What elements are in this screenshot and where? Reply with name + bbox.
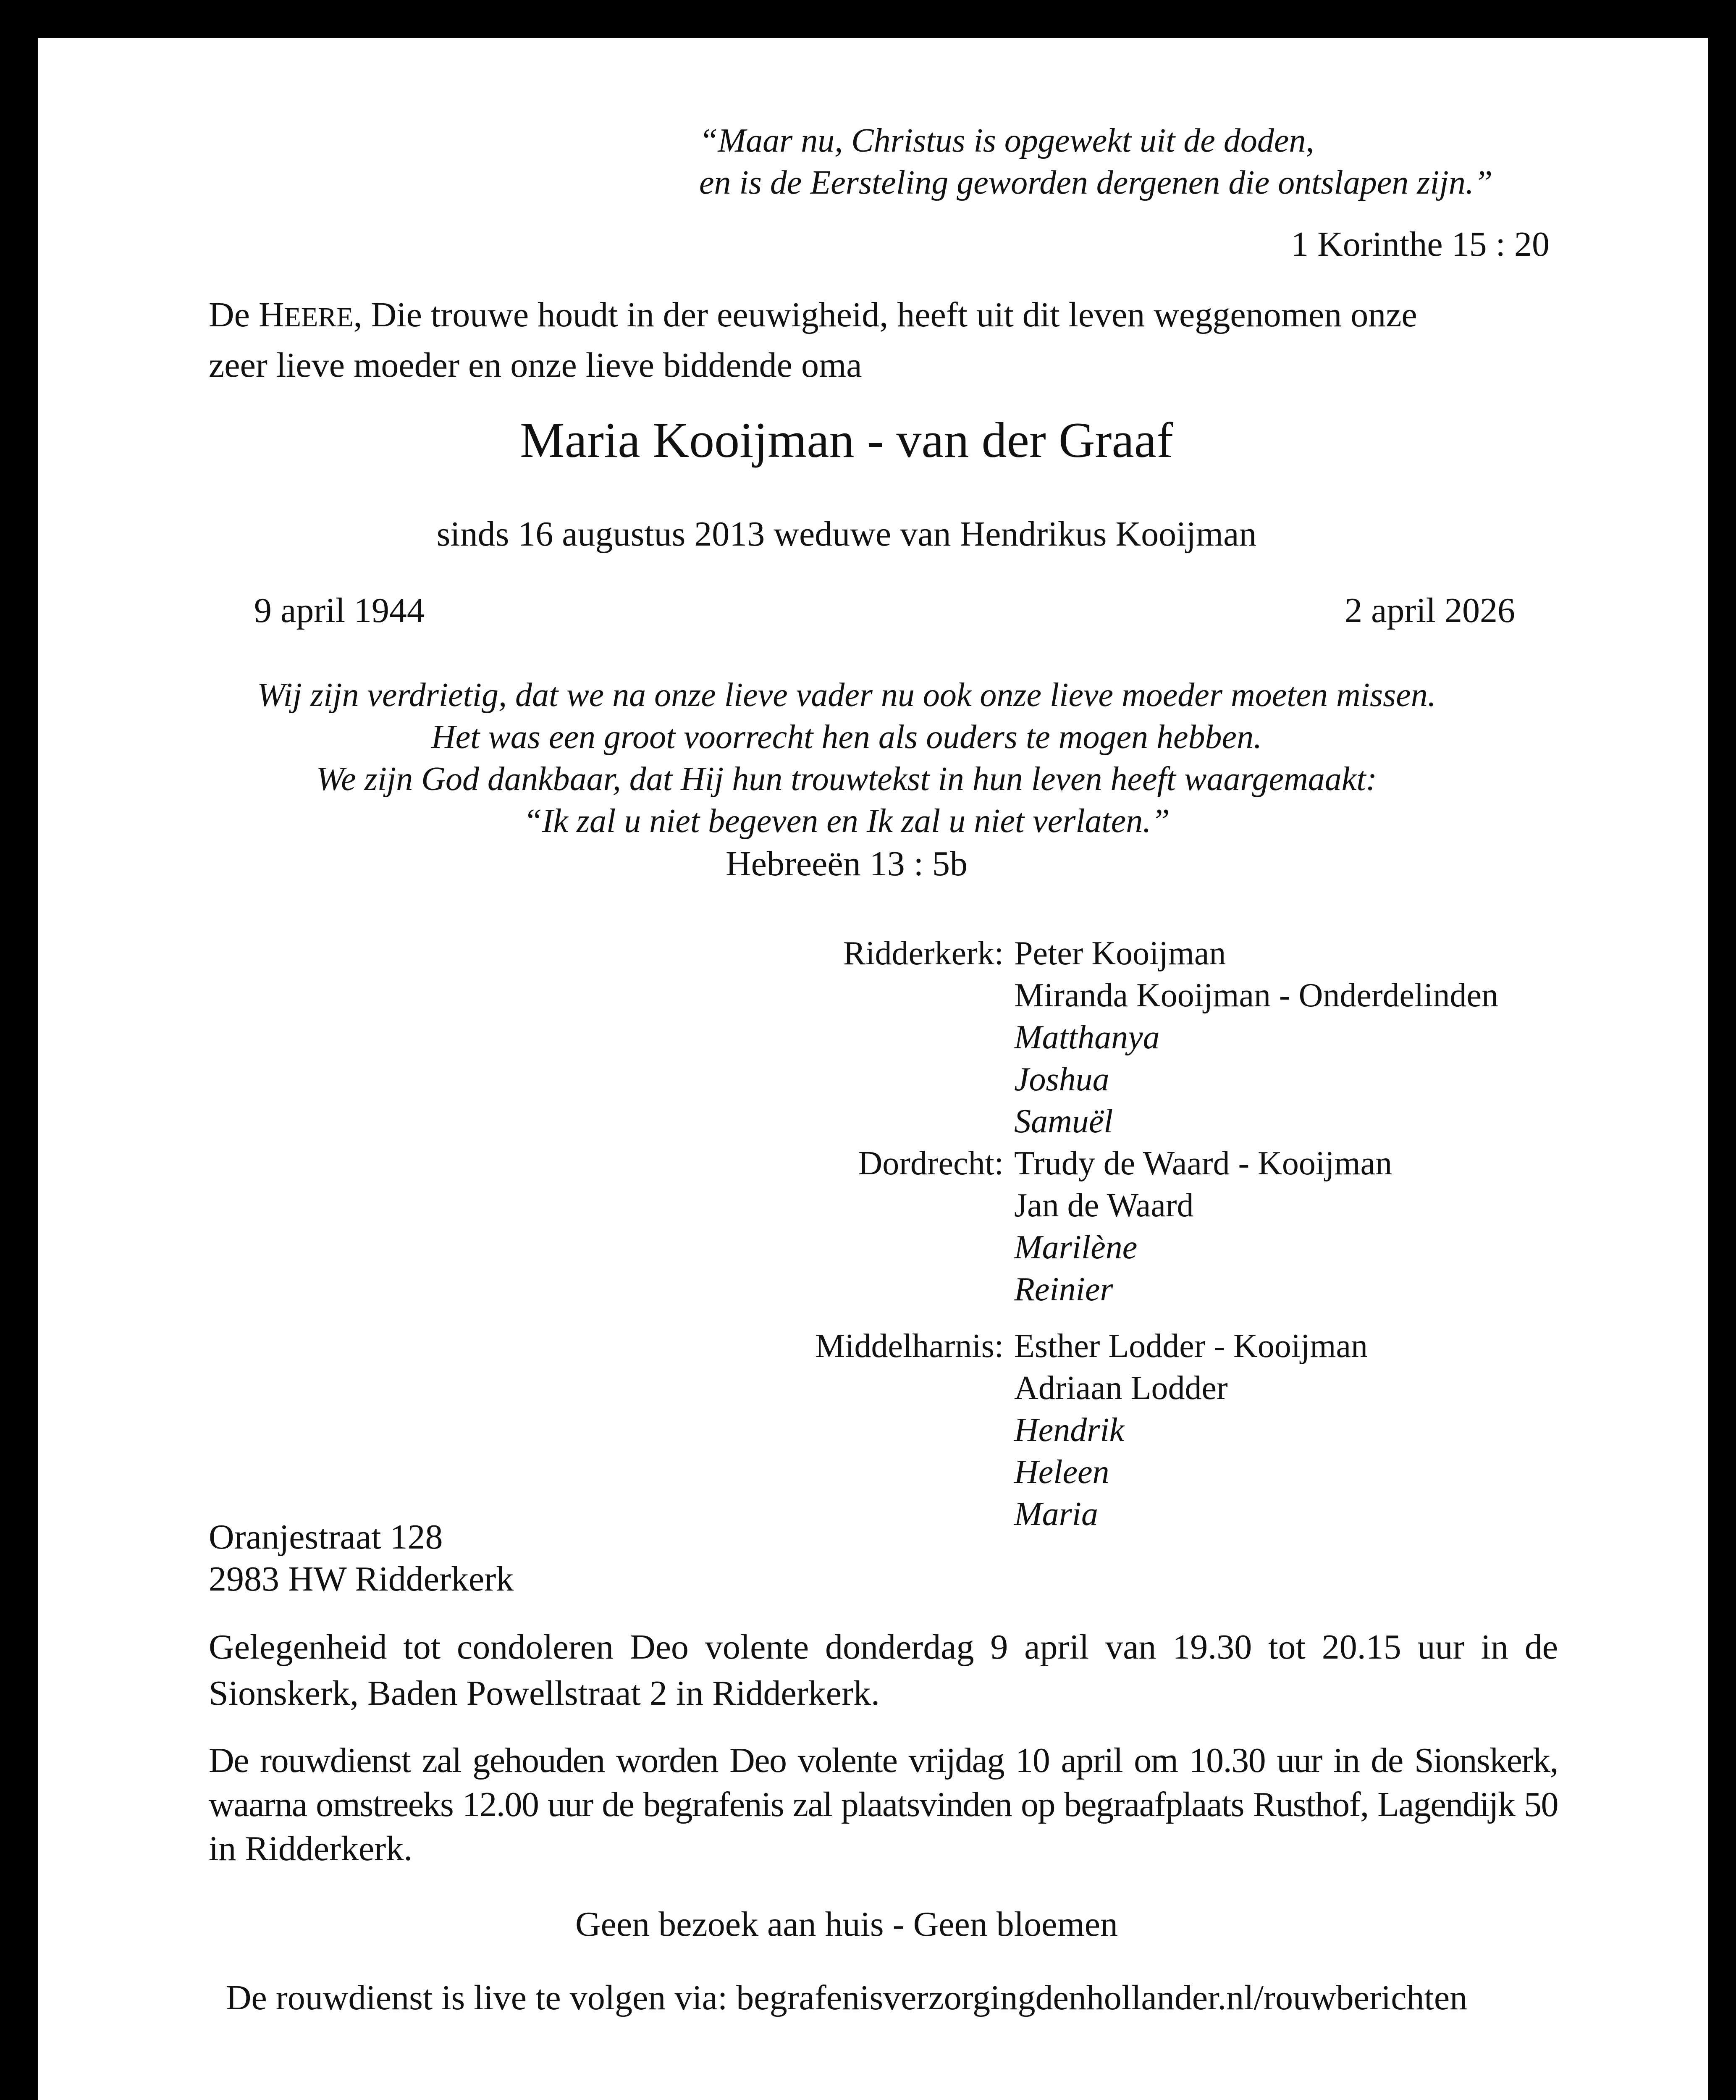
verse-middle-line-3: We zijn God dankbaar, dat Hij hun trouwtekst in hun leven heeft waargemaakt:: [316, 761, 1377, 798]
family-member: Peter Kooijman: [1014, 935, 1226, 972]
service-line-2: waarna omstreeks 12.00 uur de begrafenis zal plaatsvinden op begraafplaats Rusthof, Lagendijk 50: [209, 1785, 1558, 1824]
deceased-name: Maria Kooijman - van der Graaf: [519, 412, 1173, 468]
heere-small-caps: EERE: [284, 302, 354, 333]
grandchild: Matthanya: [1014, 1019, 1160, 1056]
grandchild: Heleen: [1014, 1454, 1109, 1491]
grandchild: Samuël: [1014, 1103, 1113, 1140]
grandchild: Joshua: [1014, 1061, 1109, 1098]
family-members: [1014, 932, 1498, 1142]
verse-middle-line-1: Wij zijn verdrietig, dat we na onze lieve vader nu ook onze lieve moeder moeten missen.: [257, 677, 1436, 714]
family-member: Jan de Waard: [1014, 1187, 1194, 1224]
verse-middle-reference: Hebreeën 13 : 5b: [725, 844, 968, 883]
family-place: Ridderkerk:: [843, 935, 1004, 972]
address-city: 2983 HW Ridderkerk: [209, 1559, 514, 1599]
condolence-line-2: Sionskerk, Baden Powellstraat 2 in Ridderkerk.: [209, 1674, 880, 1713]
verse-middle-line-4: “Ik zal u niet begeven en Ik zal u niet verlaten.”: [523, 803, 1170, 840]
family-member: Esther Lodder - Kooijman: [1014, 1328, 1368, 1365]
grandchild: Maria: [1014, 1496, 1098, 1533]
grandchild: Marilène: [1014, 1229, 1138, 1266]
intro-line-2: zeer lieve moeder en onze lieve biddende oma: [209, 346, 862, 385]
service-line-1: De rouwdienst zal gehouden worden Deo volente vrijdag 10 april om 10.30 uur in de Sionskerk,: [209, 1741, 1558, 1780]
grandchild: Reinier: [1014, 1271, 1113, 1308]
family-place: Dordrecht:: [858, 1145, 1004, 1182]
grandchild: Hendrik: [1014, 1412, 1125, 1449]
verse-middle-line-2: Het was een groot voorrecht hen als ouders te mogen hebben.: [431, 719, 1262, 756]
family-member: Miranda Kooijman - Onderdelinden: [1014, 977, 1499, 1014]
family-member: Trudy de Waard - Kooijman: [1014, 1145, 1392, 1182]
intro-line-1: [209, 293, 1417, 339]
intro-part-1: De: [209, 295, 259, 334]
verse-top-line-1: “Maar nu, Christus is opgewekt uit de doden,: [699, 122, 1314, 159]
service-line-3: in Ridderkerk.: [209, 1829, 413, 1868]
verse-top-line-2: en is de Eersteling geworden dergenen die ontslapen zijn.”: [699, 164, 1493, 201]
livestream-info: De rouwdienst is live te volgen via: begrafenisverzorgingdenhollander.nl/rouwberichten: [226, 1978, 1468, 2017]
widow-line: sinds 16 augustus 2013 weduwe van Hendrikus Kooijman: [436, 514, 1257, 554]
no-visits-notice: Geen bezoek aan huis - Geen bloemen: [575, 1905, 1118, 1944]
condolence-line-1: Gelegenheid tot condoleren Deo volente donderdag 9 april van 19.30 tot 20.15 uur in de: [209, 1628, 1558, 1667]
family-place: Middelharnis:: [815, 1328, 1004, 1365]
obituary-card: [38, 38, 1708, 2100]
family-member: Adriaan Lodder: [1014, 1370, 1228, 1407]
heere-initial: H: [258, 295, 284, 334]
family-members: [1014, 1325, 1368, 1535]
verse-top-reference: 1 Korinthe 15 : 20: [1291, 225, 1550, 264]
family-members: [1014, 1142, 1392, 1310]
birth-date: 9 april 1944: [254, 591, 425, 630]
intro-part-2: , Die trouwe houdt in der eeuwigheid, heeft uit dit leven weggenomen onze: [353, 295, 1417, 334]
address-street: Oranjestraat 128: [209, 1517, 443, 1557]
death-date: 2 april 2026: [1345, 591, 1515, 630]
